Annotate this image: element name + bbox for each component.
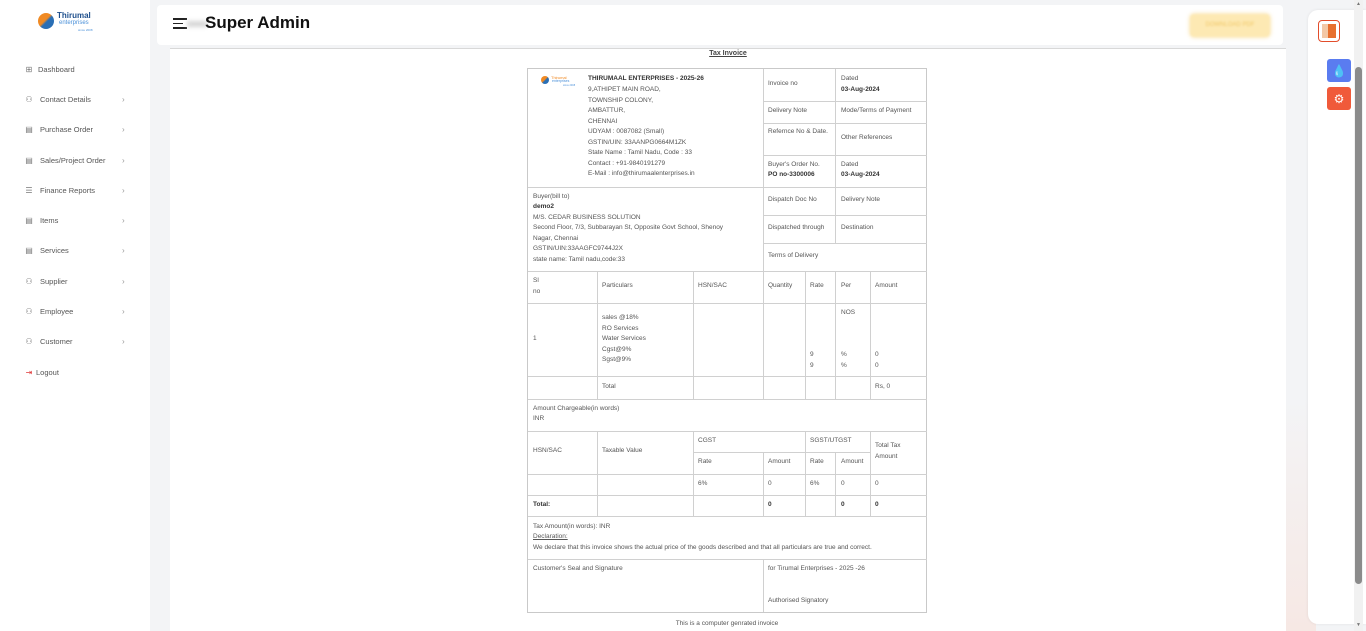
- sidebar-item-sales-project-order[interactable]: [0, 145, 150, 175]
- items-total-label: Total: [602, 383, 616, 390]
- seller-address-2: TOWNSHIP COLONY,: [588, 97, 654, 104]
- divider: [805, 272, 806, 399]
- sidebar-item-finance-reports[interactable]: [0, 175, 150, 205]
- tax-col-cgst-amount: Amount: [768, 458, 791, 465]
- divider: [528, 516, 927, 517]
- buyer-order-value: PO no-3300006: [768, 171, 815, 178]
- row-amount-2: 0: [875, 362, 879, 369]
- chevron-right-icon: ›: [122, 276, 125, 286]
- seller-address-4: CHENNAI: [588, 118, 618, 125]
- tax-row-cgst-amount: 0: [768, 480, 772, 487]
- sidebar: [0, 0, 150, 631]
- col-rate: Rate: [810, 282, 824, 289]
- tax-col-sgst-amount: Amount: [841, 458, 864, 465]
- declaration-label: Declaration:: [533, 533, 568, 540]
- buyer-address-2: Nagar, Chennai: [533, 235, 579, 242]
- brand-sub: enterprises: [59, 20, 89, 26]
- row-particular-4: Cgst@9%: [602, 346, 632, 353]
- divider: [870, 272, 871, 399]
- dated-value: 03-Aug-2024: [841, 86, 880, 93]
- brand-tag: since 2008: [78, 28, 93, 32]
- seller-udyam: UDYAM : 0087082 (Small): [588, 128, 665, 135]
- menu-icon[interactable]: [173, 18, 187, 28]
- divider: [597, 432, 598, 516]
- seller-name: THIRUMAAL ENTERPRISES - 2025-26: [588, 75, 704, 82]
- grid-icon: ⊞: [25, 64, 33, 74]
- chevron-right-icon: ›: [122, 125, 125, 135]
- divider: [693, 452, 870, 453]
- divider: [763, 272, 764, 399]
- blurred-label: [187, 21, 207, 27]
- dated-label: Dated: [841, 75, 859, 82]
- reference-label: Refernce No & Date.: [768, 128, 828, 135]
- sidebar-item-services[interactable]: [0, 236, 150, 266]
- gear-icon: ⚙: [1333, 91, 1345, 106]
- document-icon: ▤: [25, 155, 33, 165]
- col-per: Per: [841, 282, 852, 289]
- tax-col-taxable: Taxable Value: [602, 447, 643, 454]
- sidebar-item-label: Services: [40, 246, 69, 256]
- divider: [763, 215, 927, 216]
- sidebar-item-items[interactable]: [0, 205, 150, 235]
- divider: [528, 495, 927, 496]
- divider: [763, 453, 764, 516]
- divider: [835, 453, 836, 516]
- invoice-logo-name: Thirumal: [551, 75, 567, 80]
- sidebar-item-label: Purchase Order: [40, 125, 93, 135]
- divider: [528, 431, 927, 432]
- row-particular-1: sales @18%: [602, 314, 639, 321]
- scroll-down-icon[interactable]: ▼: [1356, 622, 1361, 628]
- signatory-label: Authorised Signatory: [768, 597, 829, 604]
- tax-total-label: Total:: [533, 501, 551, 508]
- theme-drop-button[interactable]: [1327, 59, 1351, 82]
- chevron-right-icon: ›: [122, 307, 125, 317]
- droplet-icon: 💧: [1331, 63, 1347, 78]
- invoice-logo-tag: since 2008: [563, 84, 576, 87]
- footer-note: This is a computer genrated invoice: [675, 620, 779, 627]
- tax-row-total: 0: [875, 480, 879, 487]
- page-title: Super Admin: [205, 13, 311, 32]
- buyer-order-label: Buyer's Order No.: [768, 161, 820, 168]
- sidebar-item-supplier[interactable]: [0, 266, 150, 296]
- row-per-1: %: [841, 351, 847, 358]
- row-per-nos: NOS: [841, 309, 856, 316]
- buyer-state: state name: Tamil nadu,code:33: [533, 256, 626, 263]
- users-icon: ⚇: [25, 307, 33, 317]
- row-particular-3: Water Services: [602, 335, 646, 342]
- buyer-address-1: Second Floor, 7/3, Subbarayan St, Opposite Govt School, Shenoy: [533, 224, 724, 231]
- chevron-right-icon: ›: [122, 94, 125, 104]
- users-icon: ⚇: [25, 276, 33, 286]
- logo-swirl-icon: [541, 76, 549, 84]
- seller-address-3: AMBATTUR,: [588, 107, 626, 114]
- download-pdf-button[interactable]: [1190, 14, 1270, 37]
- document-icon: ▤: [25, 216, 33, 226]
- chevron-right-icon: ›: [122, 185, 125, 195]
- tax-col-total: Total Tax: [875, 442, 901, 449]
- sidebar-item-label: Sales/Project Order: [40, 155, 106, 165]
- declaration-text: We declare that this invoice shows the actual price of the goods described and that all particulars are true and correct.: [533, 544, 872, 551]
- avatar[interactable]: [1318, 20, 1340, 42]
- seller-address-1: 9,ATHIPET MAIN ROAD,: [588, 86, 661, 93]
- amount-words-value: INR: [533, 415, 545, 422]
- document-icon: ▤: [25, 246, 33, 256]
- delivery-note2-label: Delivery Note: [841, 196, 881, 203]
- col-sl-no: no: [533, 288, 541, 295]
- divider: [597, 272, 598, 399]
- divider: [693, 432, 694, 516]
- divider: [528, 187, 927, 188]
- chevron-right-icon: ›: [122, 155, 125, 165]
- invoice-no-label: Invoice no: [768, 80, 798, 87]
- document-icon: ▤: [25, 125, 33, 135]
- divider: [870, 432, 871, 516]
- divider: [528, 271, 927, 272]
- items-total-amount: Rs, 0: [875, 383, 891, 390]
- row-particular-5: Sgst@9%: [602, 356, 631, 363]
- divider: [528, 559, 927, 560]
- buyer-name: demo2: [533, 203, 554, 210]
- chevron-right-icon: ›: [122, 216, 125, 226]
- sidebar-item-label: Items: [40, 216, 59, 226]
- col-amount: Amount: [875, 282, 898, 289]
- divider: [763, 155, 927, 156]
- dated2-label: Dated: [841, 161, 859, 168]
- seller-state: State Name : Tamil Nadu, Code : 33: [588, 149, 692, 156]
- sidebar-item-label: Dashboard: [38, 64, 75, 74]
- invoice-title: Tax Invoice: [709, 50, 747, 57]
- sidebar-item-employee[interactable]: [0, 296, 150, 326]
- divider: [763, 69, 764, 272]
- tax-row-cgst-rate: 6%: [698, 480, 708, 487]
- divider: [835, 272, 836, 399]
- sidebar-item-label: Contact Details: [40, 94, 91, 104]
- sidebar-item-purchase-order[interactable]: [0, 115, 150, 145]
- divider: [835, 69, 836, 243]
- sidebar-item-label: Finance Reports: [40, 185, 96, 195]
- seller-contact: Contact : +91-9840191279: [588, 160, 666, 167]
- divider: [528, 376, 927, 377]
- divider: [805, 432, 806, 516]
- tax-col-cgst: CGST: [698, 437, 717, 444]
- row-rate-1: 9: [810, 351, 814, 358]
- row-amount-1: 0: [875, 351, 879, 358]
- dispatched-through-label: Dispatched through: [768, 224, 825, 231]
- divider: [528, 303, 927, 304]
- row-particular-2: RO Services: [602, 325, 639, 332]
- col-quantity: Quantity: [768, 282, 793, 289]
- row-rate-2: 9: [810, 362, 814, 369]
- destination-label: Destination: [841, 224, 874, 231]
- sidebar-item-label: Supplier: [40, 276, 68, 286]
- top-header: [157, 5, 1283, 45]
- scrollbar-thumb[interactable]: [1355, 67, 1362, 584]
- col-sl: Sl: [533, 277, 539, 284]
- tax-total-total: 0: [875, 501, 879, 508]
- tax-row-sgst-amount: 0: [841, 480, 845, 487]
- users-icon: ⚇: [25, 337, 33, 347]
- terms-delivery-label: Terms of Delivery: [768, 252, 819, 259]
- col-hsn: HSN/SAC: [698, 282, 727, 289]
- download-pdf-label: DOWNLOAD PDF: [1205, 22, 1255, 28]
- divider: [693, 272, 694, 399]
- chevron-right-icon: ›: [122, 246, 125, 256]
- sidebar-item-label: Logout: [36, 367, 59, 377]
- sidebar-item-dashboard[interactable]: [0, 54, 150, 84]
- invoice-logo-sub: enterprises: [552, 79, 570, 83]
- sidebar-item-label: Employee: [40, 307, 74, 317]
- tax-col-total-amount: Amount: [875, 453, 898, 460]
- tax-col-sgst-rate: Rate: [810, 458, 824, 465]
- logo-swirl-icon: [38, 13, 54, 29]
- seal-label: Customer's Seal and Signature: [533, 565, 623, 572]
- seller-email: E-Mail : info@thirumaalenterprises.in: [588, 170, 695, 177]
- divider: [528, 474, 927, 475]
- settings-button[interactable]: [1327, 87, 1351, 110]
- list-icon: ☰: [25, 185, 33, 195]
- logout-icon: ⇥: [25, 367, 33, 377]
- users-icon: ⚇: [25, 94, 33, 104]
- sidebar-item-label: Customer: [40, 337, 73, 347]
- sidebar-nav: [0, 54, 150, 387]
- buyer-label: Buyer(bill to): [533, 193, 570, 200]
- sidebar-item-logout[interactable]: [0, 357, 150, 387]
- other-ref-label: Other References: [841, 134, 893, 141]
- buyer-company: M/S. CEDAR BUSINESS SOLUTION: [533, 214, 641, 221]
- tax-total-sgst: 0: [841, 501, 845, 508]
- tax-col-cgst-rate: Rate: [698, 458, 712, 465]
- mode-terms-label: Mode/Terms of Payment: [841, 107, 912, 114]
- sidebar-item-customer[interactable]: [0, 327, 150, 357]
- tax-row-sgst-rate: 6%: [810, 480, 820, 487]
- amount-words-label: Amount Chargeable(in words): [533, 405, 620, 412]
- invoice-logo: [541, 75, 575, 89]
- seller-gstin: GSTIN/UIN: 33AANPG0664M1ZK: [588, 139, 687, 146]
- tax-words: Tax Amount(in words): INR: [533, 523, 611, 530]
- divider: [528, 399, 927, 400]
- divider: [763, 123, 927, 124]
- tax-total-cgst: 0: [768, 501, 772, 508]
- dispatch-doc-label: Dispatch Doc No: [768, 196, 817, 203]
- divider: [763, 243, 927, 244]
- row-sl: 1: [533, 335, 537, 342]
- sidebar-item-contact-details[interactable]: [0, 84, 150, 114]
- buyer-gstin: GSTIN/UIN:33AAGFC9744J2X: [533, 245, 623, 252]
- dated2-value: 03-Aug-2024: [841, 171, 880, 178]
- scroll-up-icon[interactable]: ▲: [1356, 1, 1361, 7]
- tax-col-hsn: HSN/SAC: [533, 447, 562, 454]
- for-label: for Tirumal Enterprises - 2025 -26: [768, 565, 865, 572]
- col-particulars: Particulars: [602, 282, 633, 289]
- divider: [763, 560, 764, 612]
- delivery-note-label: Delivery Note: [768, 107, 808, 114]
- brand-name: Thirumal: [57, 11, 91, 20]
- row-per-2: %: [841, 362, 847, 369]
- tax-col-sgst: SGST/UTGST: [810, 437, 852, 444]
- brand-logo[interactable]: [38, 11, 100, 35]
- divider: [763, 101, 927, 102]
- chevron-right-icon: ›: [122, 337, 125, 347]
